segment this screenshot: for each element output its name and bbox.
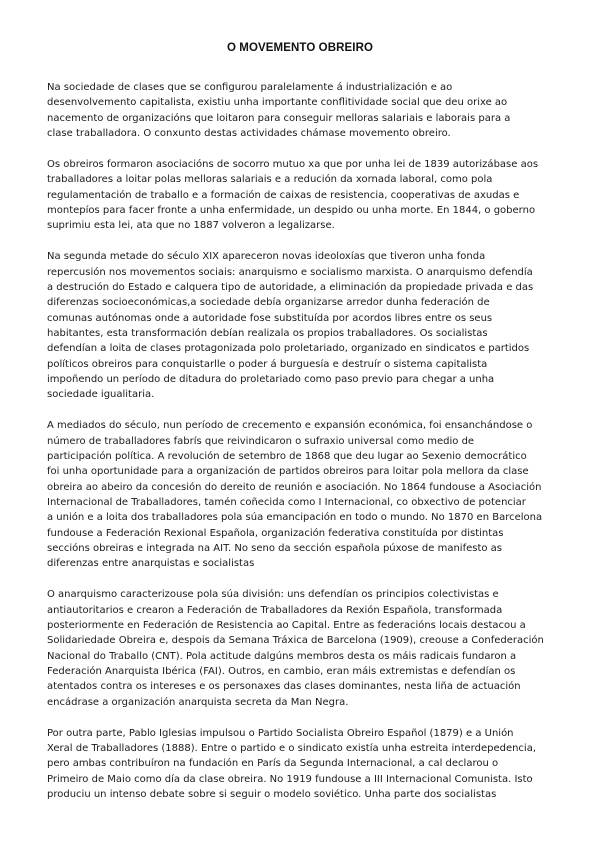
paragraph-line: Federación Anarquista Ibérica (FAI). Outros, en cambio, eran máis extremistas e defendían os [47,666,516,678]
paragraph-line: foi unha oportunidade para a organización de partidos obreiros para loitar pola mellora da clase [47,466,529,478]
paragraph-line: Na segunda metade do século XIX apareceron novas ideoloxías que tiveron unha fonda [47,251,486,263]
paragraph-line: defendían a loita de clases protagonizada polo proletariado, organizado en sindicatos e partidos [47,343,530,355]
paragraph-line: comunas autónomas onde a autoridade fose substituída por acordos libres entre os seus [47,312,493,324]
paragraph-line: políticos obreiros para conquistarlle o poder á burguesía e destruír o sistema capitalista [47,358,488,370]
paragraph-line: diferenzas entre anarquistas e socialistas [47,558,255,570]
paragraph-line: a destrución do Estado e calquera tipo de autoridade, a eliminación da propiedade privada e das [47,281,534,293]
paragraph-line: seccións obreiras e integrada na AIT. No seno da sección española púxose de manifesto as [47,543,503,555]
paragraph-line: traballadores a loitar polas melloras salariais e a redución da xornada laboral, como pola [47,174,493,186]
paragraph-line: Por outra parte, Pablo Iglesias impulsou o Partido Socialista Obreiro Español (1879) e a Unión [47,727,514,739]
paragraph-line: número de traballadores fabrís que reivindicaron o sufraxio universal como medio de [47,435,475,447]
paragraph-line: A mediados do século, nun período de crecemento e expansión económica, foi ensanchándose o [47,420,533,432]
paragraph-line: a unión e a loita dos traballadores pola súa emancipación en todo o mundo. No 1870 en Barcelona [47,512,543,524]
paragraph [47,80,559,141]
paragraph-line: O anarquismo caracterizouse pola súa división: uns defendían os principios colectivistas e [47,589,499,601]
paragraph-line: Internacional de Traballadores, tamén coñecida como I Internacional, co obxectivo de potenciar [47,497,526,509]
paragraph-line: atentados contra os intereses e os personaxes das clases dominantes, nesta liña de actuación [47,681,521,693]
paragraph-line: pero ambas contribuíron na fundación en París da Segunda Internacional, a cal declarou o [47,758,499,770]
paragraph-line: participación política. A revolución de setembro de 1868 que deu lugar ao Sexenio democrático [47,451,527,462]
paragraph-line: Xeral de Traballadores (1888). Entre o partido e o sindicato existía unha estreita interdepedencia, [47,743,537,755]
document-body [47,80,559,818]
paragraph-line: obreira ao abeiro da concesión do dereito de reunión e asociación. No 1864 fundouse a Asociación [47,481,542,493]
paragraph-line: produciu un intenso debate sobre si seguir o modelo soviético. Unha parte dos socialistas [47,789,497,801]
paragraph [47,157,559,234]
paragraph-line: diferenzas socioeconómicas,a sociedade debía organizarse arredor dunha federación de [47,297,490,309]
paragraph-line: montepíos para facer fronte a unha enfermidade, un despido ou unha morte. En 1844, o goberno [47,205,536,216]
paragraph [47,726,559,803]
paragraph-line: posteriormente en Federación de Resistencia ao Capital. Entre as federacións locais destacou a [47,620,526,632]
paragraph [47,587,559,710]
paragraph-line: Solidariedade Obreira e, despois da Semana Tráxica de Barcelona (1909), creouse a Confederación [47,635,544,647]
paragraph-line: suprimiu esta lei, ata que no 1887 volveron a legalizarse. [47,220,335,232]
paragraph-line: encádrase a organización anarquista secreta da Man Negra. [47,696,349,708]
paragraph-line: repercusión nos movementos sociais: anarquismo e socialismo marxista. O anarquismo defendía [47,266,533,278]
paragraph [47,249,559,402]
paragraph-line: Nacional do Traballo (CNT). Pola actitude dalgúns membros desta os máis radicais fundaron a [47,650,517,662]
paragraph-line: clase traballadora. O conxunto destas actividades chámase movemento obreiro. [47,128,451,140]
paragraph-line: habitantes, esta transformación debían realizala os propios traballadores. Os socialistas [47,328,488,339]
paragraph-line: Primeiro de Maio como día da clase obreira. No 1919 fundouse a III Internacional Comunista. Isto [47,773,533,785]
paragraph-line: sociedade igualitaria. [47,389,155,401]
paragraph-line: fundouse a Federación Rexional Española, organización federativa constituída por distintas [47,527,504,539]
paragraph-line: impoñendo un período de ditadura do proletariado como paso previo para chegar a unha [47,374,495,386]
paragraph-line: nacemento de organizacións que loitaron para conseguir melloras salariais e laborais para a [47,112,511,124]
paragraph-line: Na sociedade de clases que se configurou paralelamente á industrialización e ao [47,82,453,93]
paragraph-line: desenvolvemento capitalista, existiu unha importante conflitividade social que deu orixe ao [47,97,508,109]
paragraph [47,418,559,571]
paragraph-line: antiautoritarios e crearon a Federación de Traballadores da Rexión Española, transformada [47,604,503,616]
paragraph-line: regulamentación de traballo e a formación de caixas de resistencia, cooperativas de axudas e [47,189,520,201]
paragraph-line: Os obreiros formaron asociacións de socorro mutuo xa que por unha lei de 1839 autorizábase aos [47,158,539,170]
page-title: O MOVEMENTO OBREIRO [226,42,374,54]
